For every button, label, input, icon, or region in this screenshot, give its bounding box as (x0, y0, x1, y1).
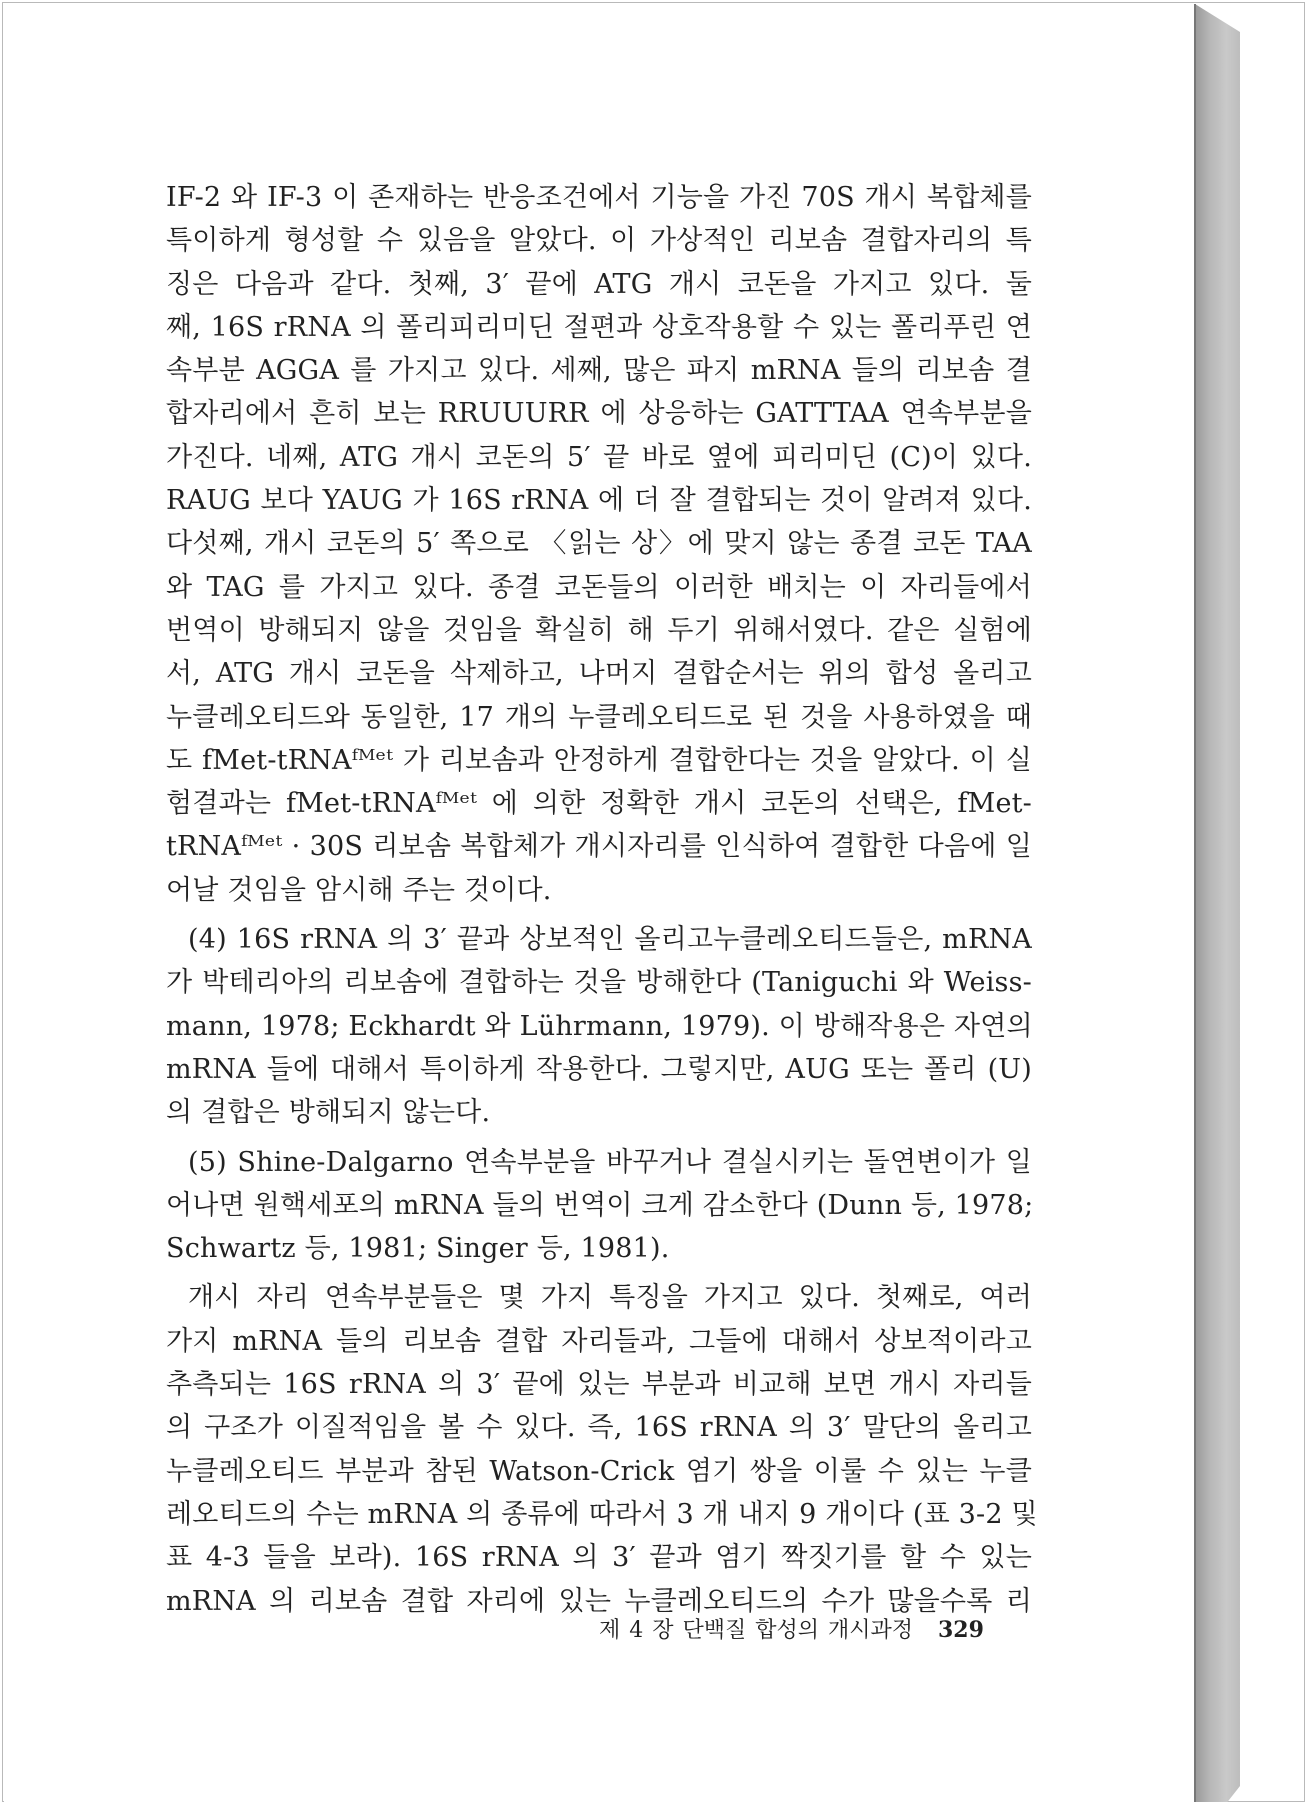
text-line: 어날 것임을 암시해 주는 것이다. (166, 874, 552, 906)
text-line: 누클레오티드 부분과 참된 Watson-Crick 염기 쌍을 이룰 수 있는 누클 (166, 1455, 1032, 1487)
text-line: IF-2 와 IF-3 이 존재하는 반응조건에서 기능을 가진 70S 개시 복합체를 (166, 182, 1032, 213)
text-line: 도 fMet-tRNAᶠᴹᵉᵗ 가 리보솜과 안정하게 결합한다는 것을 알았다. 이 실 (166, 744, 1032, 776)
text-line: 특이하게 형성할 수 있음을 알았다. 이 가상적인 리보솜 결합자리의 특 (166, 225, 1032, 257)
text-line: 와 TAG 를 가지고 있다. 종결 코돈들의 이러한 배치는 이 자리들에서 (166, 571, 1032, 603)
text-line: mann, 1978; Eckhardt 와 Lührmann, 1979). 이 방해작용은 자연의 (166, 1010, 1033, 1042)
text-line: 째, 16S rRNA 의 폴리피리미딘 절편과 상호작용할 수 있는 폴리푸린 연 (166, 311, 1032, 343)
page-number: 329 (938, 1617, 984, 1643)
text-line: 표 4-3 들을 보라). 16S rRNA 의 3′ 끝과 염기 짝짓기를 할 수 있는 (166, 1542, 1032, 1574)
text-line: 번역이 방해되지 않을 것임을 확실히 해 두기 위해서였다. 같은 실험에 (166, 614, 1032, 646)
text-line: 어나면 원핵세포의 mRNA 들의 번역이 크게 감소한다 (Dunn 등, 1978; (166, 1189, 1034, 1221)
text-line: RAUG 보다 YAUG 가 16S rRNA 에 더 잘 결합되는 것이 알려져 있다. (166, 485, 1032, 517)
book-page (4, 4, 1196, 1802)
text-line: tRNAᶠᴹᵉᵗ · 30S 리보솜 복합체가 개시자리를 인식하여 결합한 다음에 일 (166, 831, 1032, 863)
text-line: 가지 mRNA 들의 리보솜 결합 자리들과, 그들에 대해서 상보적이라고 (166, 1325, 1032, 1357)
text-line: 징은 다음과 같다. 첫째, 3′ 끝에 ATG 개시 코돈을 가지고 있다. 둘 (166, 268, 1032, 300)
text-line: 레오티드의 수는 mRNA 의 종류에 따라서 3 개 내지 9 개이다 (표 3-2 및 (166, 1498, 1038, 1530)
text-line: 추측되는 16S rRNA 의 3′ 끝에 있는 부분과 비교해 보면 개시 자리들 (166, 1369, 1032, 1401)
text-line: 다섯째, 개시 코돈의 5′ 쪽으로 〈읽는 상〉에 맞지 않는 종결 코돈 TAA (166, 528, 1032, 560)
running-footer (599, 1612, 1019, 1648)
text-line: 합자리에서 흔히 보는 RRUUURR 에 상응하는 GATTTAA 연속부분을 (166, 398, 1032, 430)
text-line: 서, ATG 개시 코돈을 삭제하고, 나머지 결합순서는 위의 합성 올리고 (166, 658, 1032, 690)
chapter-title: 제 4 장 단백질 합성의 개시과정 (599, 1618, 913, 1643)
text-line: 개시 자리 연속부분들은 몇 가지 특징을 가지고 있다. 첫째로, 여러 (188, 1282, 1032, 1314)
text-line: 누클레오티드와 동일한, 17 개의 누클레오티드로 된 것을 사용하였을 때 (166, 701, 1032, 733)
text-line: (5) Shine-Dalgarno 연속부분을 바꾸거나 결실시키는 돌연변이가 일 (188, 1146, 1032, 1178)
text-line: 가 박테리아의 리보솜에 결합하는 것을 방해한다 (Taniguchi 와 Weiss- (166, 967, 1032, 999)
text-line: Schwartz 등, 1981; Singer 등, 1981). (166, 1233, 670, 1265)
text-line: 가진다. 네째, ATG 개시 코돈의 5′ 끝 바로 옆에 피리미딘 (C)이 있다. (166, 441, 1032, 473)
text-line: 험결과는 fMet-tRNAᶠᴹᵉᵗ 에 의한 정확한 개시 코돈의 선택은, fMet- (166, 788, 1032, 820)
text-line: 의 구조가 이질적임을 볼 수 있다. 즉, 16S rRNA 의 3′ 말단의 올리고 (166, 1412, 1032, 1444)
text-line: mRNA 의 리보솜 결합 자리에 있는 누클레오티드의 수가 많을수록 리 (166, 1585, 1032, 1617)
text-line: 의 결합은 방해되지 않는다. (166, 1097, 491, 1129)
page-stack-edge (1195, 4, 1240, 1802)
text-line: mRNA 들에 대해서 특이하게 작용한다. 그렇지만, AUG 또는 폴리 (U) (166, 1053, 1032, 1085)
body-text (166, 176, 1038, 1623)
text-line: 속부분 AGGA 를 가지고 있다. 세째, 많은 파지 mRNA 들의 리보솜 결 (166, 355, 1032, 387)
text-line: (4) 16S rRNA 의 3′ 끝과 상보적인 올리고누클레오티드들은, mRNA (188, 924, 1032, 956)
